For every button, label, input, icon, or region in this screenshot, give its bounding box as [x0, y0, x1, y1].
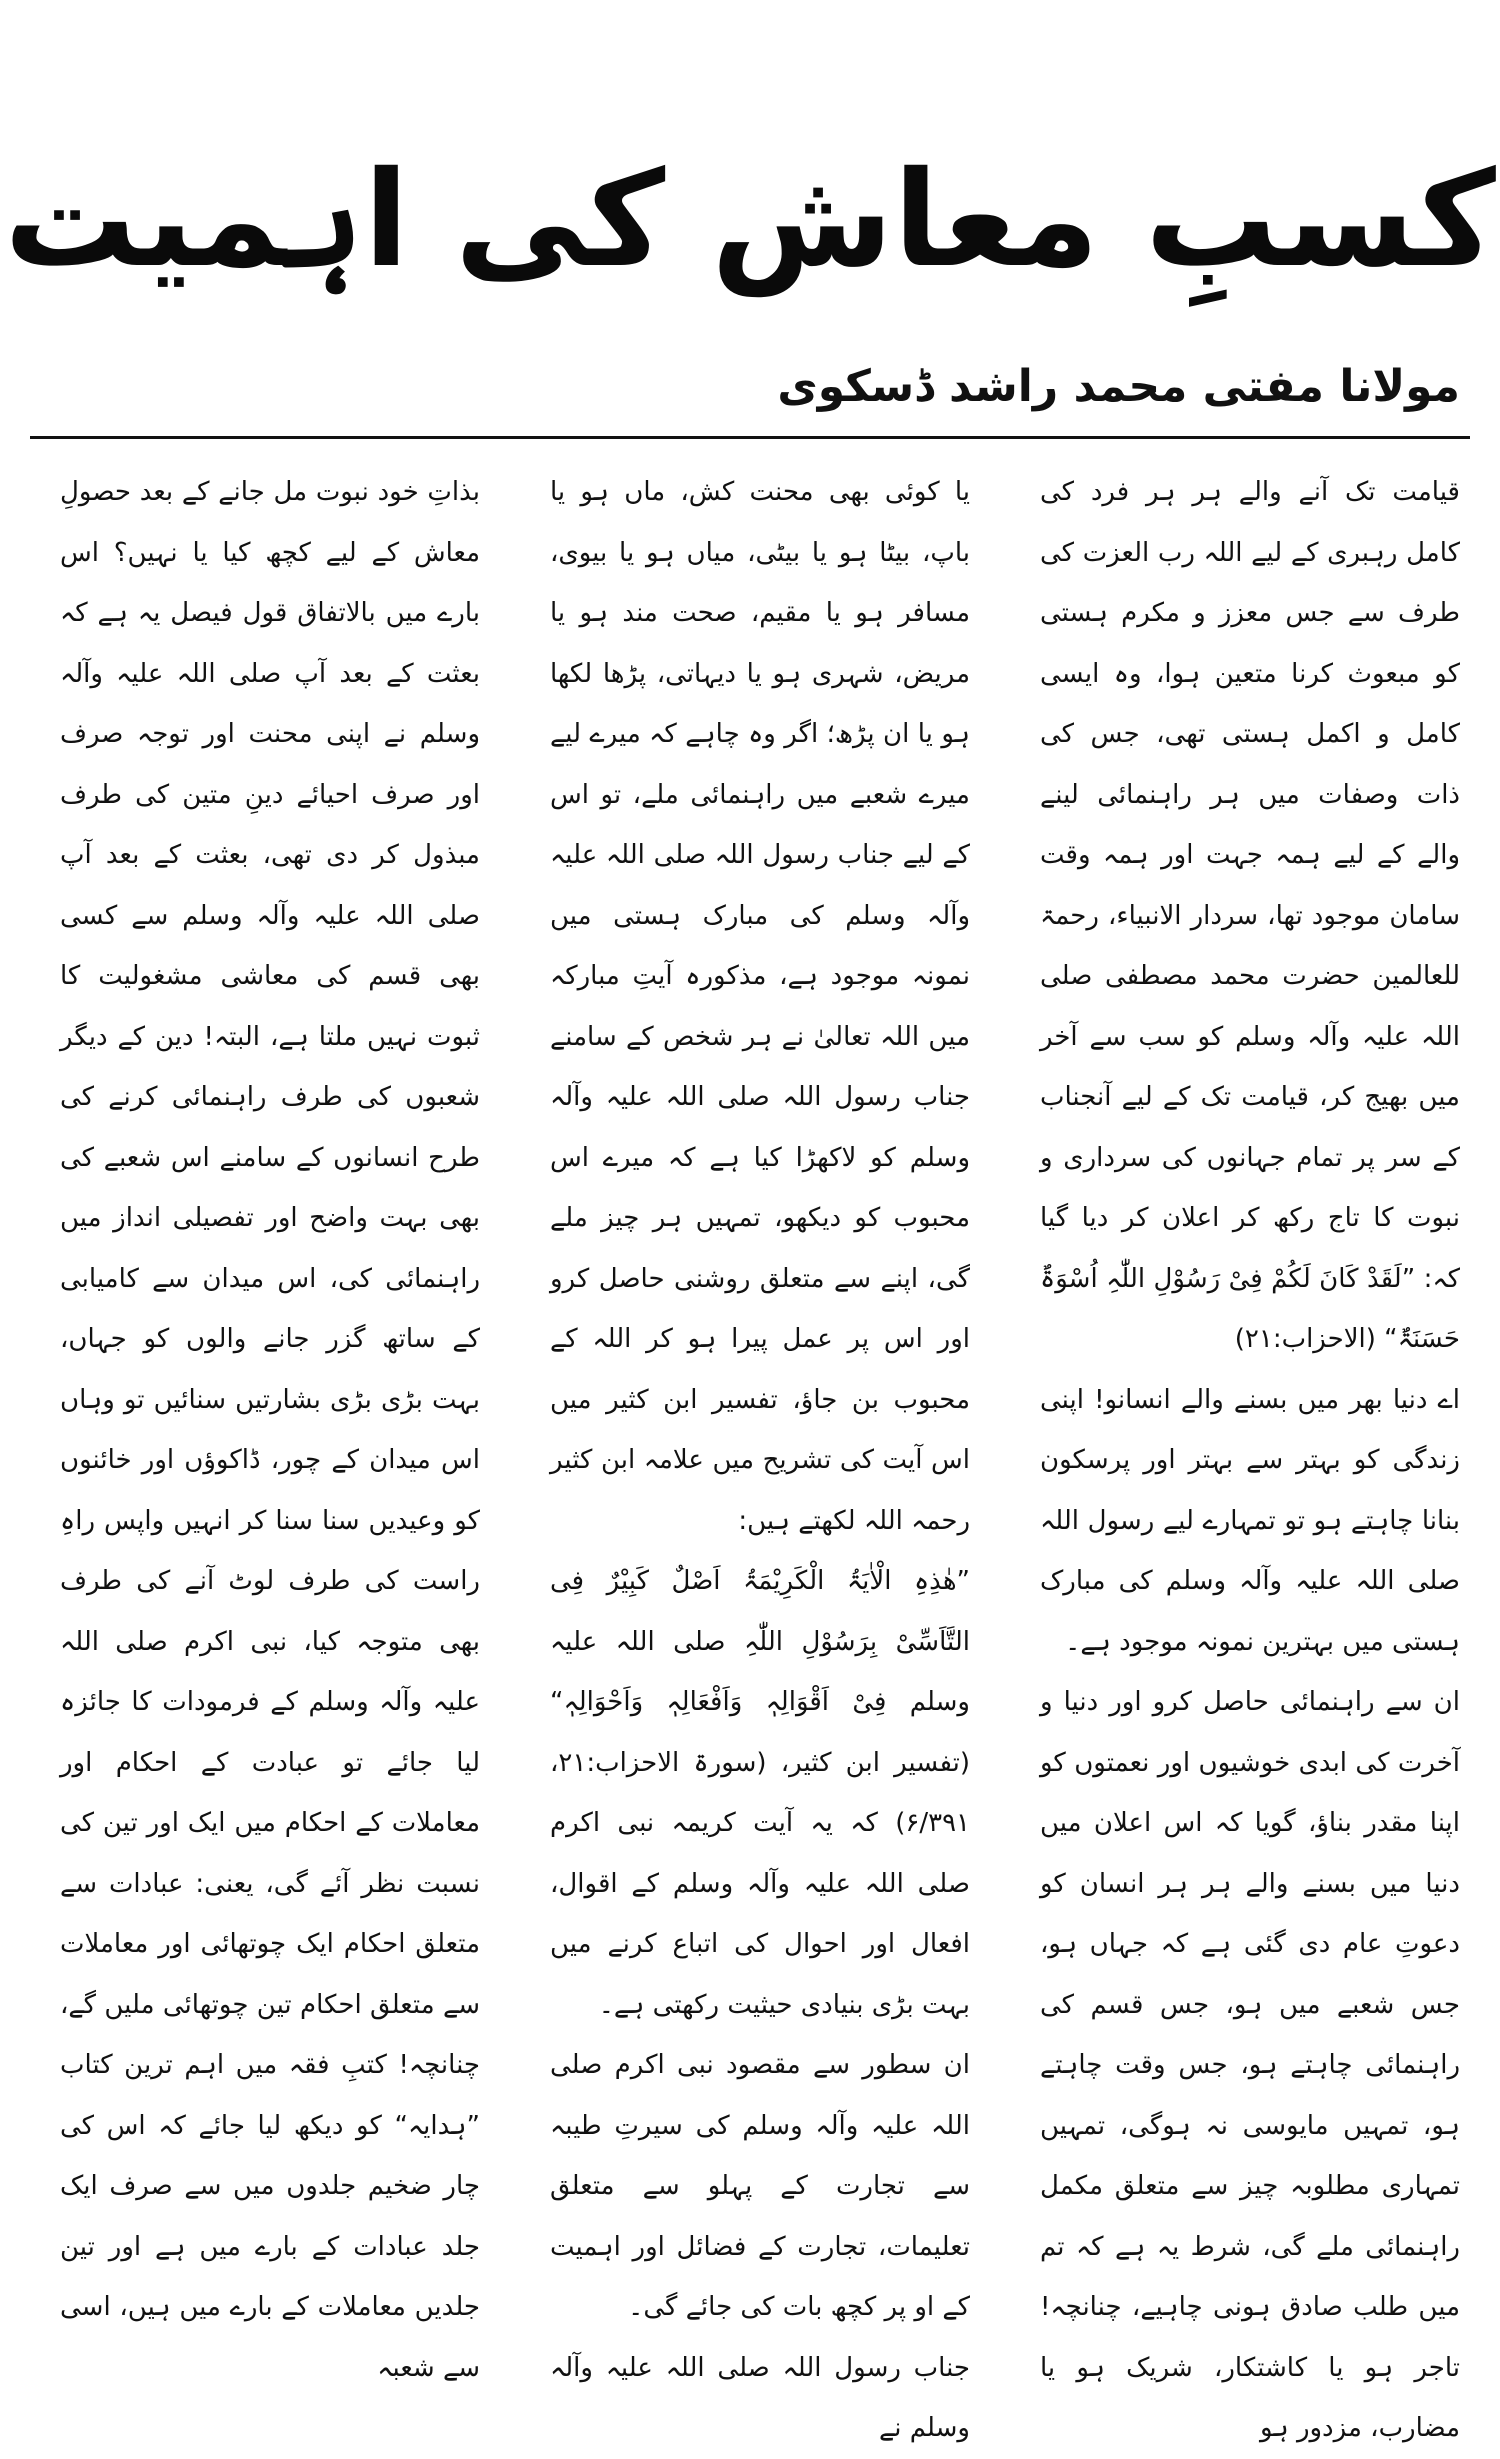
paragraph: ان سطور سے مقصود نبی اکرم صلی اللہ علیہ وآلہ وسلم کی سیرتِ طیبہ سے تجارت کے پہلو سے متعلق تعلیمات، تجارت کے فضائل اور اہمیت کے او پر کچھ بات کی جائے گی۔ — [550, 2050, 970, 2322]
text-column-1 — [1040, 462, 1460, 2443]
article-author: مولانا مفتی محمد راشد ڈسکوی — [777, 361, 1460, 412]
paragraph: بذاتِ خود نبوت مل جانے کے بعد حصولِ معاش کے لیے کچھ کیا یا نہیں؟ اس بارے میں بالاتفاق قول فیصل یہ ہے کہ بعثت کے بعد آپ صلی اللہ علیہ وآلہ وسلم نے اپنی محنت اور توجہ صرف اور صرف احیائے دینِ متین کی طرف مبذول کر دی تھی، بعثت کے بعد آپ صلی اللہ علیہ وآلہ وسلم سے کسی بھی قسم کی معاشی مشغولیت کا ثبوت نہیں ملتا ہے، البتہ! دین کے دیگر شعبوں کی طرف راہنمائی کرنے کی طرح انسانوں کے سامنے اس شعبے کی بھی بہت واضح اور تفصیلی انداز میں راہنمائی کی، اس میدان سے کامیابی کے ساتھ گزر جانے والوں کو جہاں، بہت بڑی بڑی بشارتیں سنائیں تو وہاں اس میدان کے چور، ڈاکوؤں اور خائنوں کو وعیدیں سنا سنا کر انہیں واپس راہِ راست کی طرف لوٹ آنے کی طرف بھی متوجہ کیا، نبی اکرم صلی اللہ علیہ وآلہ وسلم کے فرمودات کا جائزہ لیا جائے تو عبادت کے احکام اور معاملات کے احکام میں ایک اور تین کی نسبت نظر آئے گی، یعنی: عبادات سے متعلق احکام ایک چوتھائی اور معاملات سے متعلق احکام تین چوتھائی ملیں گے، چنانچہ! کتبِ فقہ میں اہم ترین کتاب ”ہدایہ“ کو دیکھ لیا جائے کہ اس کی چار ضخیم جلدوں میں سے صرف ایک جلد عبادات کے بارے میں ہے اور تین جلدیں معاملات کے بارے میں ہیں، اسی سے شعبہ — [60, 477, 480, 2383]
paragraph: اے دنیا بھر میں بسنے والے انسانو! اپنی زندگی کو بہتر سے بہتر اور پرسکون بنانا چاہتے ہو تو تمہارے لیے رسول اللہ صلی اللہ علیہ وآلہ وسلم کی مبارک ہستی میں بہترین نمونہ موجود ہے۔ — [1040, 1384, 1460, 1657]
quotation-paragraph: ”ھٰذِہِ الْاٰیَۃُ الْکَرِیْمَۃُ اَصْلٌ کَبِیْرٌ فِی التَّاَسِّیْ بِرَسُوْلِ اللّٰہِ صلی اللہ علیہ وسلم فِیْ اَقْوَالِہٖ وَاَفْعَالِہٖ وَاَحْوَالِہٖ“ (تفسیر ابن کثیر، (سورۃ الاحزاب:۲۱، ۶/۳۹۱) کہ یہ آیت کریمہ نبی اکرم صلی اللہ علیہ وآلہ وسلم کے اقوال، افعال اور احوال کی اتباع کرنے میں بہت بڑی بنیادی حیثیت رکھتی ہے۔ — [550, 1566, 970, 2020]
header-divider — [30, 436, 1470, 439]
paragraph: ان سے راہنمائی حاصل کرو اور دنیا و آخرت کی ابدی خوشیوں اور نعمتوں کو اپنا مقدر بناؤ، گویا کہ اس اعلان میں دنیا میں بسنے والے ہر ہر انسان کو دعوتِ عام دی گئی ہے کہ جہاں ہو، جس شعبے میں ہو، جس قسم کی راہنمائی چاہتے ہو، جس وقت چاہتے ہو، تمہیں مایوسی نہ ہوگی، تمہیں تمہاری مطلوبہ چیز سے متعلق مکمل راہنمائی ملے گی، شرط یہ ہے کہ تم میں طلب صادق ہونی چاہیے، چنانچہ! تاجر ہو یا کاشتکار، شریک ہو یا مضارب، مزدور ہو — [1040, 1687, 1460, 2443]
text-column-3 — [60, 462, 480, 2383]
article-title: کسبِ معاش کی اہمیت — [4, 143, 1496, 297]
paragraph: یا کوئی بھی محنت کش، ماں ہو یا باپ، بیٹا ہو یا بیٹی، میاں ہو یا بیوی، مسافر ہو یا مقیم، صحت مند ہو یا مریض، شہری ہو یا دیہاتی، پڑھا لکھا ہو یا ان پڑھ؛ اگر وہ چاہے کہ میرے لیے میرے شعبے میں راہنمائی ملے، تو اس کے لیے جناب رسول اللہ صلی اللہ علیہ وآلہ وسلم کی مبارک ہستی میں نمونہ موجود ہے، مذکورہ آیتِ مبارکہ میں اللہ تعالیٰ نے ہر شخص کے سامنے جناب رسول اللہ صلی اللہ علیہ وآلہ وسلم کو لاکھڑا کیا ہے کہ میرے اس محبوب کو دیکھو، تمہیں ہر چیز ملے گی، اپنے سے متعلق روشنی حاصل کرو اور اس پر عمل پیرا ہو کر اللہ کے محبوب بن جاؤ، تفسیر ابن کثیر میں اس آیت کی تشریح میں علامہ ابن کثیر رحمہ اللہ لکھتے ہیں: — [550, 477, 970, 1536]
paragraph: قیامت تک آنے والے ہر ہر فرد کی کامل رہبری کے لیے اللہ رب العزت کی طرف سے جس معزز و مکرم ہستی کو مبعوث کرنا متعین ہوا، وہ ایسی کامل و اکمل ہستی تھی، جس کی ذات وصفات میں ہر راہنمائی لینے والے کے لیے ہمہ جہت اور ہمہ وقت سامان موجود تھا، سردار الانبیاء، رحمۃ للعالمین حضرت محمد مصطفی صلی اللہ علیہ وآلہ وسلم کو سب سے آخر میں بھیج کر، قیامت تک کے لیے آنجناب کے سر پر تمام جہانوں کی سرداری و نبوت کا تاج رکھ کر اعلان کر دیا گیا کہ: ”لَقَدْ کَانَ لَکُمْ فِیْ رَسُوْلِ اللّٰہِ اُسْوَۃٌ حَسَنَۃٌ“ (الاحزاب:۲۱) — [1040, 477, 1460, 1354]
paragraph: جناب رسول اللہ صلی اللہ علیہ وآلہ وسلم نے — [550, 2352, 970, 2443]
text-column-2 — [550, 462, 970, 2443]
